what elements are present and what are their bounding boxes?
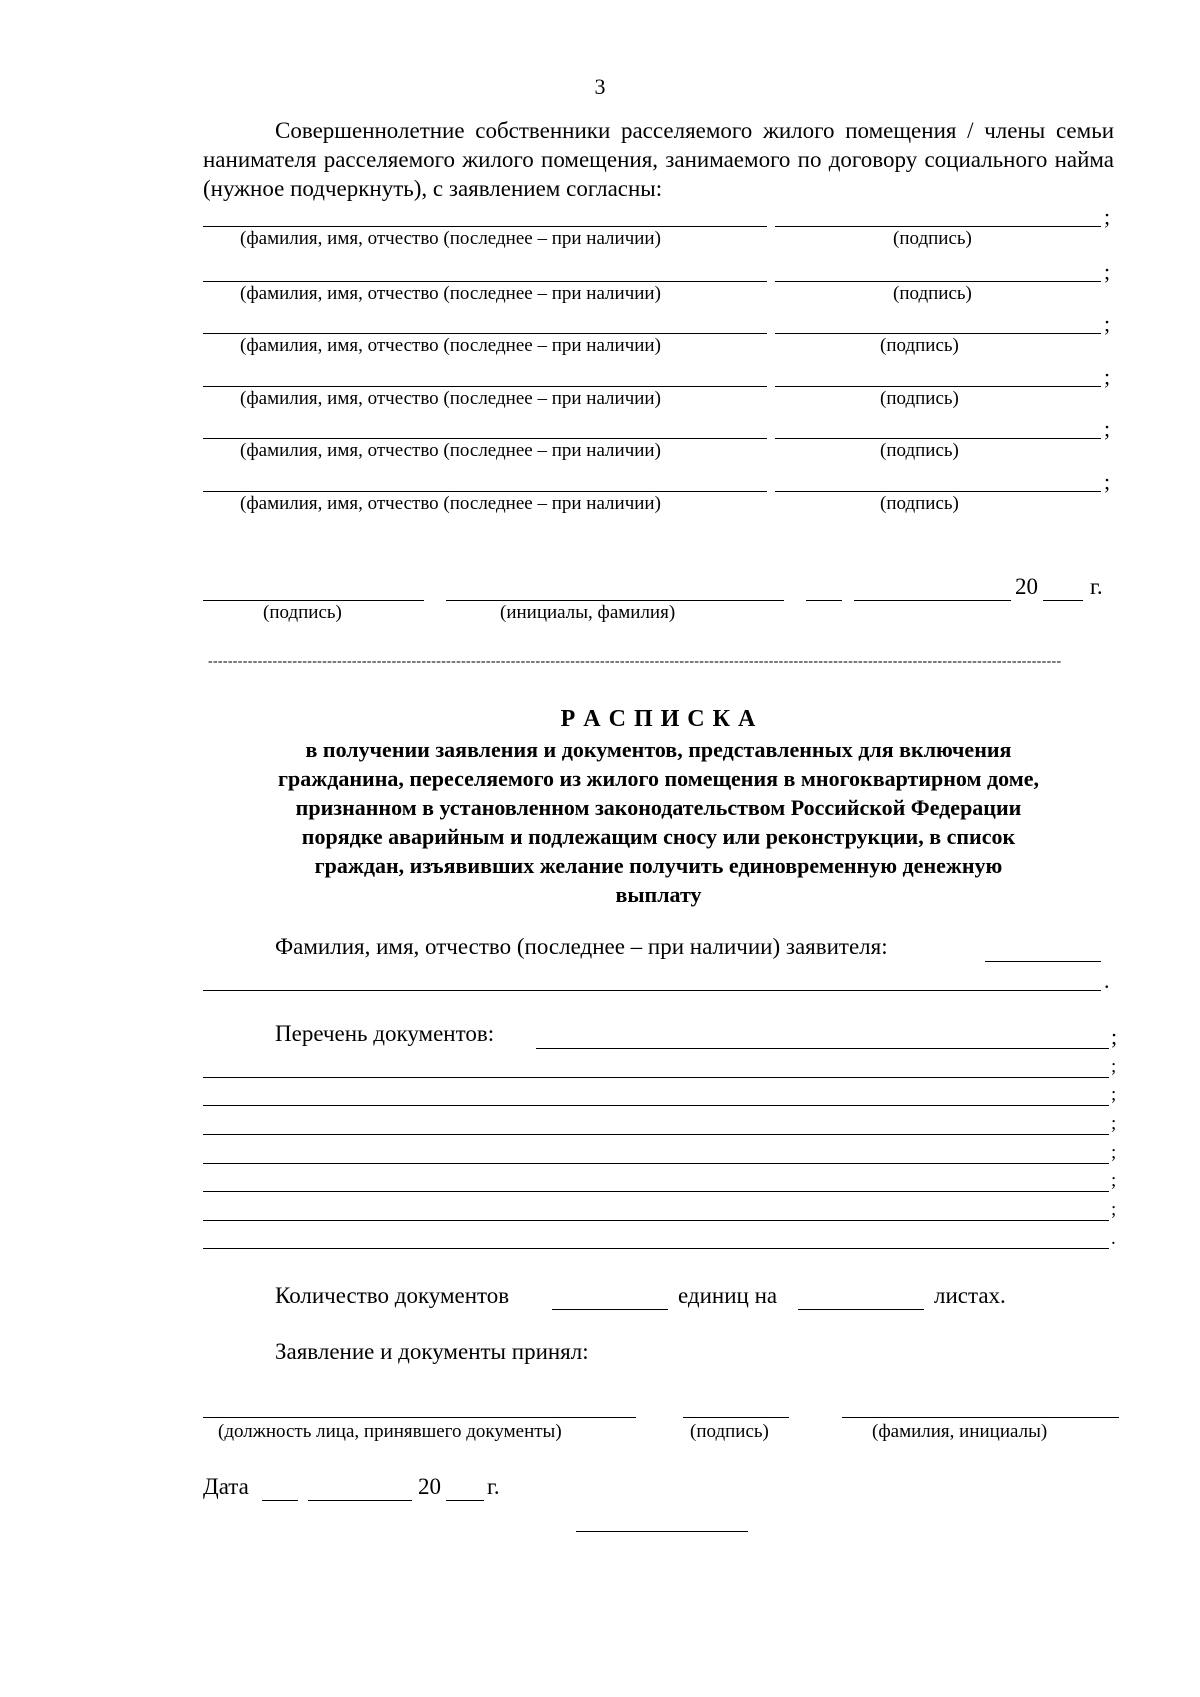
document-line[interactable] [203,1077,1109,1078]
row-end-semicolon: ; [1104,204,1111,229]
document-line-end: ; [1111,1113,1117,1134]
sign-line[interactable] [775,491,1101,492]
date-day-line[interactable] [262,1500,298,1501]
document-line-end: . [1111,1228,1116,1249]
intro-paragraph: Совершеннолетние собственники расселяемого жилого помещения / члены семьи нанимателя расселяемого жилого помещения, занимаемого по договору социального найма (нужное подчеркнуть), с заявлением согласны: [203,118,1114,201]
sign-line[interactable] [775,281,1101,282]
subtitle-line: порядке аварийным и подлежащим сносу или реконструкции, в список [301,824,1016,849]
name-caption: (фамилия, имя, отчество (последнее – при наличии) [240,228,661,249]
date-label: Дата [203,1474,249,1499]
row-end-semicolon: ; [1104,469,1111,494]
sign-caption: (подпись) [880,493,959,514]
applicant-initials-line[interactable] [446,600,784,601]
subtitle-line: признанном в установленном законодательством Российской Федерации [295,795,1022,820]
document-line[interactable] [203,1105,1109,1106]
row-end-semicolon: ; [1104,416,1111,441]
position-caption: (должность лица, принявшего документы) [218,1421,562,1442]
receiver-name-caption: (фамилия, инициалы) [872,1421,1048,1442]
document-line-end: ; [1111,1199,1117,1220]
page-number: 3 [594,74,606,99]
date-year-prefix: 20 [418,1474,441,1499]
name-caption: (фамилия, имя, отчество (последнее – при наличии) [240,440,661,461]
applicant-end: . [1104,968,1110,993]
applicant-initials-caption: (инициалы, фамилия) [500,602,676,623]
row-end-semicolon: ; [1104,311,1111,336]
receipt-subtitle [203,735,1114,909]
units-label: единиц на [678,1283,778,1308]
applicant-name-line[interactable] [985,961,1101,962]
documents-label: Перечень документов: [275,1021,495,1046]
subtitle-line: гражданина, переселяемого из жилого помещения в многоквартирном доме, [278,766,1039,791]
date-year-suffix: г. [487,1474,500,1499]
date-month-line[interactable] [308,1500,412,1501]
document-line[interactable] [203,1220,1109,1221]
applicant-name-line-2[interactable] [203,990,1101,991]
count-line[interactable] [552,1309,668,1310]
name-caption: (фамилия, имя, отчество (последнее – при наличии) [240,283,661,304]
sign-line[interactable] [775,386,1101,387]
sign-caption: (подпись) [880,335,959,356]
name-line[interactable] [203,226,767,227]
document-line-end: ; [1111,1170,1117,1191]
position-line[interactable] [203,1417,636,1418]
receiver-sign-caption: (подпись) [690,1421,769,1442]
row-end-semicolon: ; [1104,364,1111,389]
subtitle-line: в получении заявления и документов, представленных для включения [305,737,1012,762]
sign-caption: (подпись) [893,228,972,249]
date-year-line[interactable] [1043,600,1083,601]
receiver-name-line[interactable] [842,1417,1119,1418]
document-line[interactable] [203,1163,1109,1164]
name-line[interactable] [203,281,767,282]
date-day-line[interactable] [806,600,842,601]
name-line[interactable] [203,491,767,492]
document-line[interactable] [203,1191,1109,1192]
name-line[interactable] [203,386,767,387]
name-line[interactable] [203,438,767,439]
document-line-end: ; [1111,1142,1117,1163]
sheets-count-line[interactable] [798,1309,924,1310]
applicant-label: Фамилия, имя, отчество (последнее – при наличии) заявителя: [275,934,888,959]
sign-caption: (подпись) [893,283,972,304]
row-end-semicolon: ; [1104,259,1111,284]
name-line[interactable] [203,333,767,334]
date-month-line[interactable] [854,600,1011,601]
sheets-label: листах. [934,1283,1006,1308]
name-caption: (фамилия, имя, отчество (последнее – при наличии) [240,388,661,409]
sign-line[interactable] [775,438,1101,439]
document-line[interactable] [203,1134,1109,1135]
document-line-end: ; [1111,1056,1117,1077]
sign-line[interactable] [775,333,1101,334]
year-suffix: г. [1090,574,1103,599]
count-label: Количество документов [275,1283,510,1308]
year-prefix: 20 [1015,574,1038,599]
sign-caption: (подпись) [880,440,959,461]
applicant-sign-line[interactable] [203,600,424,601]
document-line[interactable] [203,1248,1109,1249]
document-line-end: ; [1111,1024,1118,1049]
name-caption: (фамилия, имя, отчество (последнее – при наличии) [240,493,661,514]
date-year-line[interactable] [446,1500,484,1501]
document-line-end: ; [1111,1084,1117,1105]
subtitle-line: выплату [615,882,702,907]
receiver-sign-line[interactable] [683,1417,789,1418]
closing-separator-line [576,1531,748,1532]
cut-line: ---------------------------------------------------------------------------------------------------------------------------------------------------------------------------- [208,654,1062,669]
sign-caption: (подпись) [880,388,959,409]
applicant-sign-caption: (подпись) [263,602,342,623]
accepted-label: Заявление и документы принял: [275,1339,589,1364]
sign-line[interactable] [775,226,1101,227]
receipt-title: Р А С П И С К А [560,706,757,732]
subtitle-line: граждан, изъявивших желание получить единовременную денежную [314,853,1003,878]
document-line[interactable] [536,1048,1109,1049]
name-caption: (фамилия, имя, отчество (последнее – при наличии) [240,335,661,356]
